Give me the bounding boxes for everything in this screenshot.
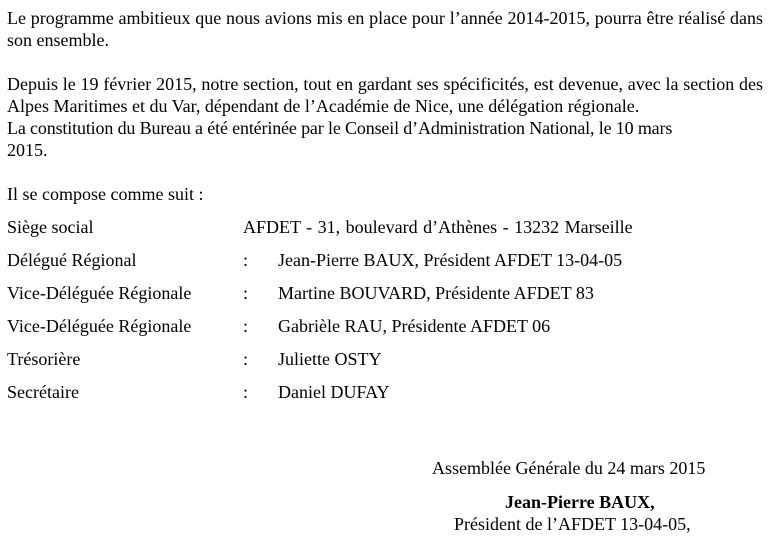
document-body [7,7,763,414]
member-name: Daniel DUFAY [278,382,390,402]
section-paragraph: Depuis le 19 février 2015, notre section, tout en gardant ses spécificités, est devenue, avec la section des Alpes Maritimes et du Var, dépendant de l’Académie de Nice, une délégation régionale. [7,74,763,116]
signatory-name: Jean-Pierre BAUX, [505,492,655,512]
member-role: Vice-Déléguée Régionale [7,316,192,336]
member-role: Trésorière [7,349,81,369]
intro-paragraph: Le programme ambitieux que nous avions mis en place pour l’année 2014-2015, pourra être réalisé dans son ensemble. [7,8,763,50]
bureau-paragraph-line: La constitution du Bureau a été entérinée par le Conseil d’Administration National, le 10 mars [7,118,673,138]
signatory-title: Président de l’AFDET 13-04-05, [454,514,691,534]
meeting-date: Assemblée Générale du 24 mars 2015 [432,458,706,478]
member-role: Délégué Régional [7,250,137,270]
member-name: Juliette OSTY [278,349,382,369]
member-name: Martine BOUVARD, Présidente AFDET 83 [278,283,594,303]
spacer [7,51,763,73]
member-role: Vice-Déléguée Régionale [7,283,192,303]
siege-address: AFDET - 31, boulevard d’Athènes - 13232 Marseille [243,217,633,237]
member-row [7,249,763,282]
member-colon: : [243,382,249,402]
siege-label: Siège social [7,217,94,237]
member-name: Jean-Pierre BAUX, Président AFDET 13-04-05 [278,250,623,270]
member-name: Gabrièle RAU, Présidente AFDET 06 [278,316,551,336]
member-role: Secrétaire [7,382,79,402]
member-colon: : [243,349,249,369]
member-colon: : [243,316,249,336]
member-colon: : [243,250,249,270]
siege-row [7,216,763,249]
member-row [7,282,763,315]
composition-intro: Il se compose comme suit : [7,184,204,204]
bureau-paragraph-line-end: 2015. [7,140,48,160]
member-row [7,315,763,348]
member-colon: : [243,283,249,303]
member-row [7,348,763,381]
member-row [7,381,763,414]
spacer [7,161,763,183]
